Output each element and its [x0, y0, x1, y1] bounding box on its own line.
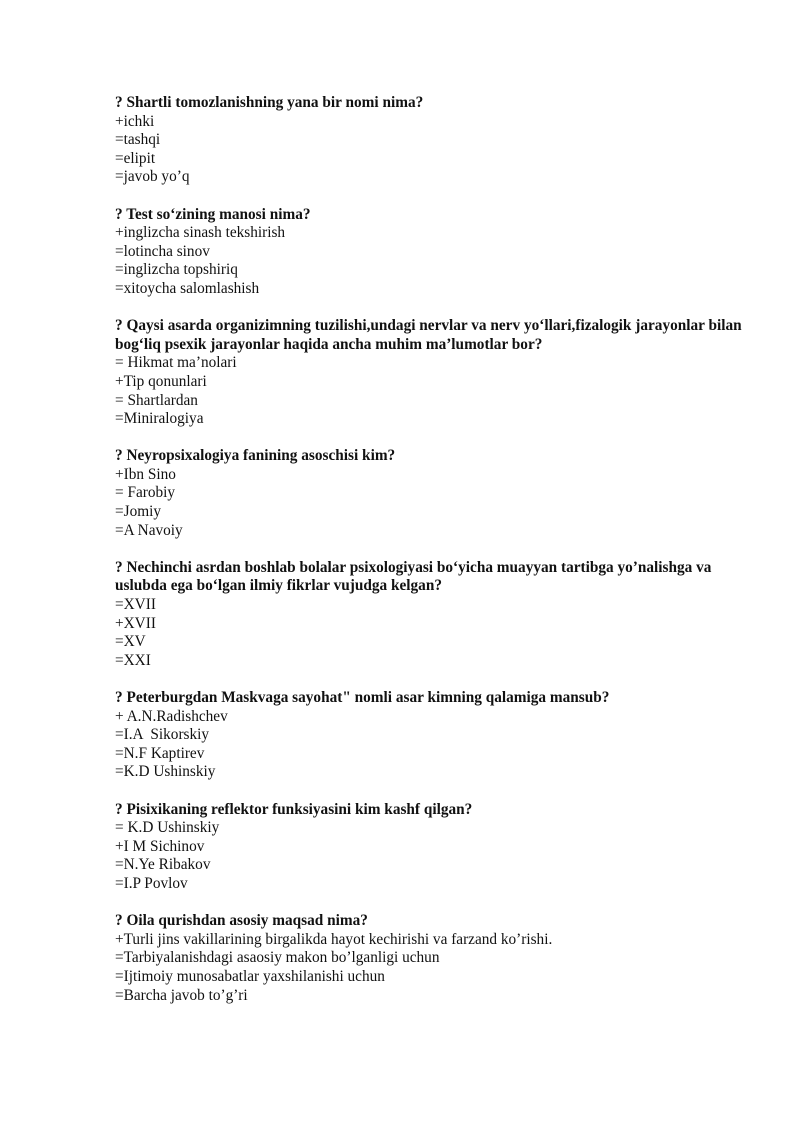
- answer-option: =XVII: [115, 596, 156, 614]
- answer-option: =Tarbiyalanishdagi asaosiy makon bo’lganligi uchun: [115, 949, 440, 967]
- answer-option: =N.Ye Ribakov: [115, 856, 211, 874]
- answer-option: =javob yo’q: [115, 168, 190, 186]
- question-block: [115, 317, 755, 429]
- answer-option: =XXI: [115, 651, 151, 669]
- answer-option: =N.F Kaptirev: [115, 744, 205, 762]
- answer-option: = Hikmat ma’nolari: [115, 354, 237, 372]
- question-text: ? Neyropsixalogiya fanining asoschisi kim?: [115, 447, 396, 465]
- answer-option: =K.D Ushinskiy: [115, 763, 216, 781]
- answer-option: +ichki: [115, 112, 155, 130]
- answer-option: =XV: [115, 633, 146, 651]
- answer-option: =A Navoiy: [115, 521, 183, 539]
- answer-option: =elipit: [115, 149, 156, 167]
- question-text: ? Nechinchi asrdan boshlab bolalar psixologiyasi bo‘yicha muayyan tartibga yo’nalishga va uslubda ega bo‘lgan ilmiy fikrlar vujudga kelgan?: [115, 558, 712, 595]
- question-block: [115, 447, 755, 540]
- answer-option: =Barcha javob to’g’ri: [115, 986, 248, 1004]
- answer-option: =Ijtimoiy munosabatlar yaxshilanishi uchun: [115, 967, 385, 985]
- answer-option: = Shartlardan: [115, 391, 198, 409]
- question-list: [115, 94, 755, 1024]
- question-text: ? Test so‘zining manosi nima?: [115, 205, 311, 223]
- answer-option: =lotincha sinov: [115, 242, 210, 260]
- answer-option: = K.D Ushinskiy: [115, 819, 220, 837]
- question-block: [115, 206, 755, 299]
- answer-option: =xitoycha salomlashish: [115, 279, 260, 297]
- question-block: [115, 689, 755, 782]
- question-block: [115, 912, 755, 1005]
- answer-option: +I M Sichinov: [115, 837, 205, 855]
- answer-option: =I.P Povlov: [115, 874, 188, 892]
- answer-option: +inglizcha sinash tekshirish: [115, 224, 286, 242]
- question-text: ? Shartli tomozlanishning yana bir nomi nima?: [115, 94, 424, 111]
- answer-option: =inglizcha topshiriq: [115, 261, 238, 279]
- answer-option: =I.A Sikorskiy: [115, 726, 210, 744]
- answer-option: +Tip qonunlari: [115, 372, 207, 390]
- answer-option: =Miniralogiya: [115, 410, 204, 428]
- question-block: [115, 801, 755, 894]
- answer-option: +Ibn Sino: [115, 465, 176, 483]
- question-block: [115, 94, 755, 187]
- answer-option: + A.N.Radishchev: [115, 707, 228, 725]
- answer-option: =Jomiy: [115, 503, 162, 521]
- question-text: ? Peterburgdan Maskvaga sayohat" nomli asar kimning qalamiga mansub?: [115, 689, 610, 706]
- question-text: ? Qaysi asarda organizimning tuzilishi,undagi nervlar va nerv yo‘llari,fizalogik jarayonlar bilan bog‘liq psexik jarayonlar haqida ancha muhim ma’lumotlar bor?: [115, 317, 742, 353]
- question-text: ? Pisixikaning reflektor funksiyasini kim kashf qilgan?: [115, 800, 473, 818]
- question-block: [115, 559, 755, 671]
- answer-option: +XVII: [115, 614, 156, 632]
- question-text: ? Oila qurishdan asosiy maqsad nima?: [115, 912, 368, 930]
- answer-option: +Turli jins vakillarining birgalikda hayot kechirishi va farzand ko’rishi.: [115, 930, 553, 948]
- answer-option: =tashqi: [115, 131, 161, 149]
- answer-option: = Farobiy: [115, 484, 176, 502]
